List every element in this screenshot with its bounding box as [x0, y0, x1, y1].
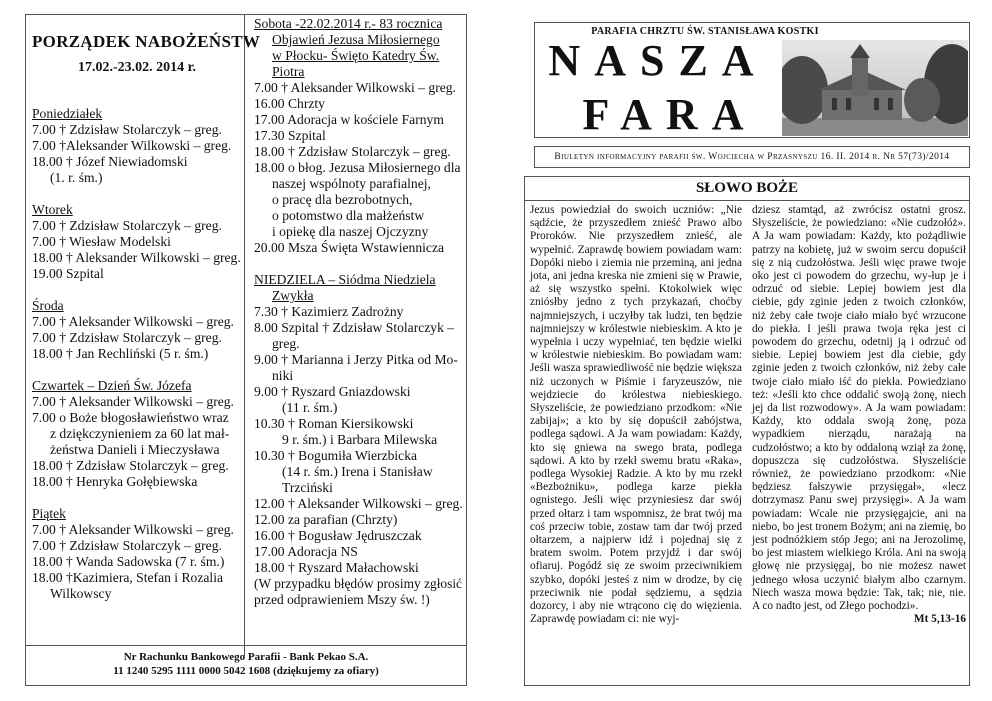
mass-entry: 10.30 † Roman Kiersikowski: [254, 416, 414, 431]
mass-entry: 18.00 † Józef Niewiadomski: [32, 154, 188, 169]
mass-entry: 18.00 † Jan Rechliński (5 r. śm.): [32, 346, 209, 361]
mass-entry: 18.00 † Aleksander Wilkowski – greg.: [32, 250, 241, 265]
mass-entry: Trzciński: [282, 480, 333, 495]
mass-entry: 9.00 † Ryszard Gniazdowski: [254, 384, 411, 399]
mass-entry: 7.00 o Boże błogosławieństwo wraz: [32, 410, 229, 425]
saturday-heading: Objawień Jezusa Miłosiernego: [272, 32, 440, 47]
mass-entry: 12.00 † Aleksander Wilkowski – greg.: [254, 496, 463, 511]
mass-entry: (14 r. śm.) Irena i Stanisław: [282, 464, 433, 479]
mass-entry: 7.00 † Wiesław Modelski: [32, 234, 171, 249]
mass-entry: 17.00 Adoracja NS: [254, 544, 358, 559]
day-spacer: [32, 490, 244, 506]
mass-entry: z dziękczynieniem za 60 lat mał-: [50, 426, 230, 441]
day-heading: Środa: [32, 298, 64, 313]
mass-entry: naszej wspólnoty parafialnej,: [272, 176, 431, 191]
section-title-rule: [524, 200, 970, 201]
mass-entry: 7.00 † Zdzisław Stolarczyk – greg.: [32, 122, 222, 137]
mass-entry: (11 r. śm.): [282, 400, 338, 415]
parish-name: PARAFIA CHRZTU ŚW. STANISŁAWA KOSTKI: [591, 26, 819, 37]
day-heading: Piątek: [32, 506, 66, 521]
scripture-column-2: [752, 204, 966, 627]
section-title: SŁOWO BOŻE: [695, 180, 799, 196]
saturday-heading: w Płocku- Święto Katedry Św.: [272, 48, 440, 63]
day-spacer: [32, 282, 244, 298]
scripture-column-1: Jezus powiedział do swoich uczniów: „Nie sądźcie, że przyszedłem znieść Prawo albo Proroków. Nie przyszedłem znieść, ale wypełnić. Zaprawdę bowiem powiadam wam: Dopóki niebo i ziemia nie przeminą, ani jedna jota, ani jedna kreska nie zmieni się w Prawie, aż się wszystko spełni. Ktokolwiek więc zniósłby jedno z tych przykazań, choćby najmniejszych, i uczyłby tak ludzi, ten będzie najmniejszy w królestwie niebieskim. A kto je wypełnia i uczy wypełniać, ten będzie wielki w królestwie niebieskim. Bo powiadam wam: Jeśli wasza sprawiedliwość nie będzie większa niż uczonych w Piśmie i faryzeuszów, nie wejdziecie do królestwa niebieskiego. Słyszeliście, że powiedziano przodkom: «Nie zabijaj»; a kto by się dopuścił zabójstwa, podlega sądowi. A Ja wam powiadam: Każdy, kto się gniewa na swego brata, podlega sądowi. A kto by rzekł swemu bratu «Raka», podlega Wysokiej Radzie. A kto by mu rzekł «Bezbożniku», podlega karze piekła ognistego. Jeśli więc przyniesiesz dar swój przed ołtarz i tam wspomnisz, że brat twój ma coś przeciw tobie, zostaw tam dar twój przed ołtarzem, a najpierw idź i pojednaj się z bratem swoim. Potem przyjdź i dar swój ofiaruj. Pogódź się ze swoim przeciwnikiem szybko, dopóki jesteś z nim w drodze, by cię przeciwnik nie podał sędziemu, a sędzia dozorcy, i aby nie wtrącono cię do więzienia. Zaprawdę powiadam ci: nie wyj-: [530, 204, 742, 626]
masthead-title-line-1: NASZA: [548, 36, 768, 85]
mass-entry: 9.00 † Marianna i Jerzy Pitka od Mo-: [254, 352, 458, 367]
sunday-heading: Zwykła: [272, 288, 314, 303]
mass-entry: 18.00 † Zdzisław Stolarczyk – greg.: [32, 458, 229, 473]
mass-entry: 16.00 Chrzty: [254, 96, 325, 111]
mass-entry: 7.00 † Zdzisław Stolarczyk – greg.: [32, 330, 222, 345]
mass-entry: 18.00 † Wanda Sadowska (7 r. śm.): [32, 554, 225, 569]
scripture-reference: Mt 5,13-16: [913, 613, 966, 626]
mass-entry: 19.00 Szpital: [32, 266, 104, 281]
mass-entry: żeństwa Danieli i Mieczysława: [50, 442, 220, 457]
mass-entry: o pracę dla bezrobotnych,: [272, 192, 413, 207]
saturday-heading: Sobota -22.02.2014 r.- 83 rocznica: [254, 16, 443, 31]
mass-entry: 7.00 † Aleksander Wilkowski – greg.: [32, 394, 234, 409]
mass-entry: 7.00 † Aleksander Wilkowski – greg.: [254, 80, 456, 95]
mass-entry: 17.00 Adoracja w kościele Farnym: [254, 112, 444, 127]
saturday-heading: Piotra: [272, 64, 305, 79]
mass-entry: 17.30 Szpital: [254, 128, 326, 143]
mass-entry: 16.00 † Bogusław Jędruszczak: [254, 528, 422, 543]
mass-entry: 7.00 † Zdzisław Stolarczyk – greg.: [32, 218, 222, 233]
mass-entry: 12.00 za parafian (Chrzty): [254, 512, 398, 527]
bank-line-1: Nr Rachunku Bankowego Parafii - Bank Pekao S.A.: [123, 651, 369, 663]
mass-entry: i opiekę dla naszej Ojczyzny: [272, 224, 429, 239]
mass-entry: 18.00 †Kazimiera, Stefan i Rozalia: [32, 570, 224, 585]
mass-entry: niki: [272, 368, 294, 383]
mass-entry: 9 r. śm.) i Barbara Milewska: [282, 432, 438, 447]
mass-entry: greg.: [272, 336, 300, 351]
day-heading: Czwartek – Dzień Św. Józefa: [32, 378, 192, 393]
church-photo: [782, 40, 968, 136]
day-spacer: [32, 362, 244, 378]
mass-entry: 18.00 † Ryszard Małachowski: [254, 560, 419, 575]
mass-entry: 18.00 † Henryka Gołębiewska: [32, 474, 198, 489]
mass-entry: 7.30 † Kazimierz Zadrożny: [254, 304, 404, 319]
mass-entry: 18.00 † Zdzisław Stolarczyk – greg.: [254, 144, 451, 159]
weekend-schedule: [254, 16, 466, 608]
mass-entry: (1. r. śm.): [50, 170, 103, 185]
mass-entry: 10.30 † Bogumiła Wierzbicka: [254, 448, 418, 463]
mass-entry: 7.00 † Aleksander Wilkowski – greg.: [32, 314, 234, 329]
mass-entry: 18.00 o błog. Jezusa Miłosiernego dla: [254, 160, 461, 175]
day-heading: Wtorek: [32, 202, 73, 217]
mass-entry: o potomstwo dla małżeństw: [272, 208, 425, 223]
bank-line-2: 11 1240 5295 1111 0000 5042 1608 (dziękujemy za ofiary): [113, 665, 379, 677]
mass-entry: 7.00 †Aleksander Wilkowski – greg.: [32, 138, 232, 153]
correction-note: (W przypadku błędów prosimy zgłosić: [254, 576, 463, 591]
masthead-title-line-2: FARA: [582, 90, 758, 139]
mass-entry: 7.00 † Zdzisław Stolarczyk – greg.: [32, 538, 222, 553]
weekday-schedule: [32, 106, 244, 602]
scripture-column-2-text: dziesz stamtąd, aż zwrócisz ostatni grosz. Słyszeliście, że powiedziano: «Nie cudzołóż». A Ja wam powiadam: Każdy, kto pożądliwie patrzy na kobietę, już w swoim sercu dopuścił się z nią cudzołóstwa. Jeśli więc prawe twoje oko jest ci powodem do grzechu, wy-łup je i odrzuć od siebie. Lepiej bowiem jest dla ciebie, gdy zginie jeden z twoich członków, niż żeby całe twoje ciało miało być wrzucone do piekła. I jeśli prawa twoja ręka jest ci powodem do grzechu, odetnij ją i odrzuć od siebie. Lepiej bowiem jest dla ciebie, gdy zginie jeden z twoich członków, niż żeby całe twoje ciało miało iść do piekła. Powiedziano też: «Jeśli kto chce oddalić swoją żonę, niech jej da list rozwodowy». A Ja wam powiadam: Każdy, kto oddala swoją żonę, poza wypadkiem nierządu, narażają na cudzołóstwo; a kto by oddaloną wziął za żonę, dopuszcza się cudzołóstwa. Słyszeliście również, że powiedziano przodkom: «Nie będziesz fałszywie przysięgał», «lecz dotrzymasz Panu swej przysięgi». A Ja wam powiadam: Wcale nie przysięgajcie, ani na niebo, bo jest tronem Bożym; ani na ziemię, bo jest podnóżkiem stóp Jego; ani na Jerozolimę, bo jest miastem wielkiego Króla. Ani na swoją głowę nie przysięgaj, bo nie możesz nawet jednego włosa uczynić białym albo czarnym. Niech wasza mowa będzie: Tak, tak; nie, nie. A co nadto jest, od Złego pochodzi».: [752, 204, 966, 613]
bank-account: [25, 650, 467, 678]
mass-entry: 20.00 Msza Święta Wstawiennicza: [254, 240, 445, 255]
schedule-title: PORZĄDEK NABOŻEŃSTW: [32, 32, 261, 51]
correction-note: przed odprawieniem Mszy św. !): [254, 592, 430, 607]
sunday-heading: NIEDZIELA – Siódma Niedziela: [254, 272, 436, 287]
bank-divider: [25, 645, 467, 646]
day-heading: Poniedziałek: [32, 106, 103, 121]
day-spacer: [32, 186, 244, 202]
column-divider: [244, 14, 245, 656]
day-spacer: [254, 256, 466, 272]
mass-entry: 7.00 † Aleksander Wilkowski – greg.: [32, 522, 234, 537]
schedule-date-range: 17.02.-23.02. 2014 r.: [77, 60, 197, 75]
bulletin-info: Biuletyn informacyjny parafii św. Wojciecha w Przasnyszu 16. II. 2014 r. Nr 57(73)/2014: [534, 146, 970, 168]
mass-entry: Wilkowscy: [50, 586, 112, 601]
mass-entry: 8.00 Szpital † Zdzisław Stolarczyk –: [254, 320, 455, 335]
